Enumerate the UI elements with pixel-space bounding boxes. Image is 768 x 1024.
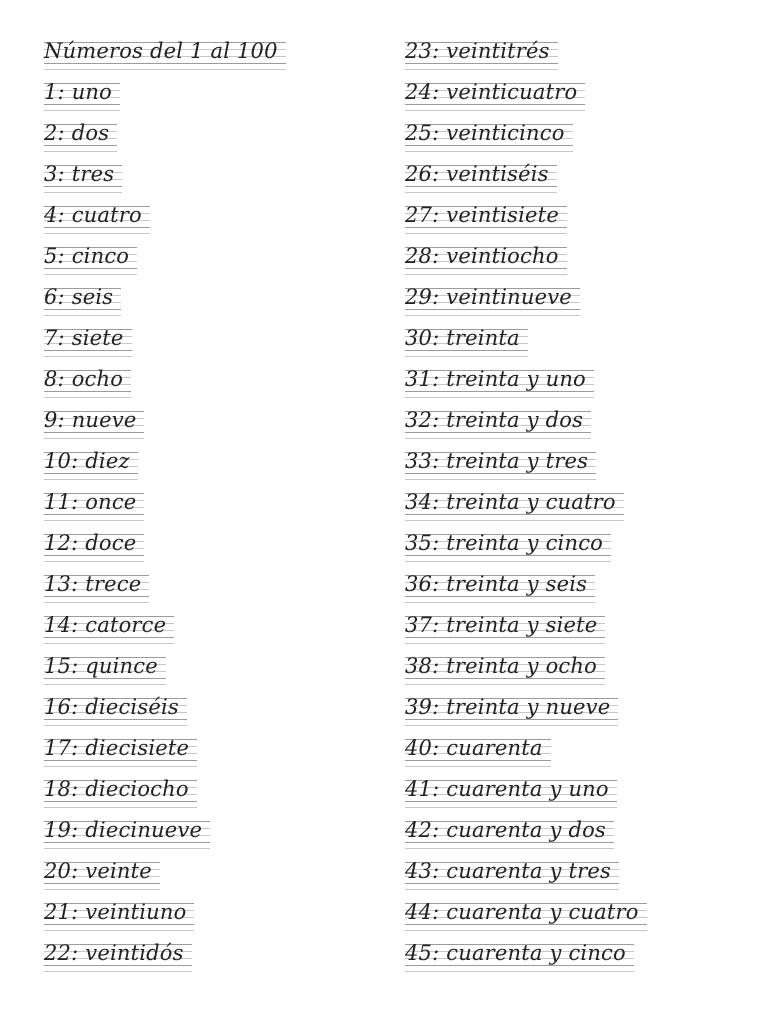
- right-line: [405, 77, 583, 118]
- left-line: [44, 200, 148, 241]
- right-line: [405, 938, 632, 979]
- number-word: 38: treinta y ocho: [405, 654, 597, 678]
- right-line: [405, 610, 603, 651]
- right-line: [405, 36, 556, 77]
- number-word: 16: dieciséis: [44, 695, 179, 719]
- number-word: 19: diecinueve: [44, 818, 203, 842]
- number-word: 32: treinta y dos: [405, 408, 584, 432]
- right-line: [405, 815, 612, 856]
- right-line: [405, 446, 594, 487]
- number-word: 44: cuarenta y cuatro: [405, 900, 639, 924]
- number-word: 30: treinta: [405, 326, 520, 350]
- number-word: 26: veintiséis: [405, 162, 549, 186]
- right-line: [405, 528, 609, 569]
- right-line: [405, 651, 603, 692]
- left-line: [44, 897, 192, 938]
- left-line: [44, 651, 164, 692]
- right-line: [405, 897, 645, 938]
- right-line: [405, 364, 592, 405]
- right-line: [405, 159, 555, 200]
- number-word: 2: dos: [44, 121, 110, 145]
- number-word: 11: once: [44, 490, 137, 514]
- number-word: 45: cuarenta y cinco: [405, 941, 626, 965]
- number-word: 24: veinticuatro: [405, 80, 578, 104]
- number-word: 33: treinta y tres: [405, 449, 589, 473]
- right-line: [405, 282, 578, 323]
- right-line: [405, 692, 616, 733]
- number-word: 34: treinta y cuatro: [405, 490, 616, 514]
- number-word: 21: veintiuno: [44, 900, 187, 924]
- left-line: [44, 487, 142, 528]
- number-word: 22: veintidós: [44, 941, 184, 965]
- left-line: [44, 733, 195, 774]
- number-word: 4: cuatro: [44, 203, 142, 227]
- left-line: [44, 364, 129, 405]
- number-word: 28: veintiocho: [405, 244, 559, 268]
- number-word: 29: veintinueve: [405, 285, 572, 309]
- number-word: 10: diez: [44, 449, 130, 473]
- left-line: [44, 282, 119, 323]
- page-title: Números del 1 al 100: [44, 39, 278, 63]
- right-line: [405, 774, 615, 815]
- right-line: [405, 200, 565, 241]
- left-line: [44, 77, 118, 118]
- number-word: 20: veinte: [44, 859, 152, 883]
- left-line: [44, 528, 142, 569]
- right-line: [405, 487, 622, 528]
- number-word: 41: cuarenta y uno: [405, 777, 609, 801]
- right-line: [405, 323, 526, 364]
- number-word: 42: cuarenta y dos: [405, 818, 606, 842]
- right-line: [405, 569, 593, 610]
- right-line: [405, 733, 549, 774]
- number-word: 40: cuarenta: [405, 736, 543, 760]
- number-word: 35: treinta y cinco: [405, 531, 603, 555]
- number-word: 14: catorce: [44, 613, 167, 637]
- right-line: [405, 405, 589, 446]
- number-word: 27: veintisiete: [405, 203, 559, 227]
- number-word: 43: cuarenta y tres: [405, 859, 611, 883]
- left-column: [44, 36, 284, 979]
- page-title-line: [44, 36, 284, 77]
- left-line: [44, 569, 147, 610]
- number-word: 25: veinticinco: [405, 121, 565, 145]
- number-word: 37: treinta y siete: [405, 613, 598, 637]
- left-line: [44, 815, 208, 856]
- left-line: [44, 118, 115, 159]
- number-word: 1: uno: [44, 80, 113, 104]
- left-line: [44, 856, 158, 897]
- left-line: [44, 159, 120, 200]
- number-word: 17: diecisiete: [44, 736, 190, 760]
- number-word: 39: treinta y nueve: [405, 695, 611, 719]
- right-line: [405, 856, 617, 897]
- left-line: [44, 241, 135, 282]
- number-word: 5: cinco: [44, 244, 130, 268]
- number-word: 23: veintitrés: [405, 39, 550, 63]
- left-line: [44, 446, 136, 487]
- number-word: 13: trece: [44, 572, 142, 596]
- number-word: 31: treinta y uno: [405, 367, 586, 391]
- left-line: [44, 405, 142, 446]
- right-line: [405, 241, 565, 282]
- left-line: [44, 610, 172, 651]
- left-line: [44, 938, 190, 979]
- left-line: [44, 774, 195, 815]
- number-word: 7: siete: [44, 326, 124, 350]
- left-line: [44, 692, 185, 733]
- number-word: 36: treinta y seis: [405, 572, 588, 596]
- number-word: 3: tres: [44, 162, 115, 186]
- number-word: 9: nueve: [44, 408, 137, 432]
- number-word: 18: dieciocho: [44, 777, 189, 801]
- number-word: 6: seis: [44, 285, 114, 309]
- right-column: [405, 36, 645, 979]
- left-line: [44, 323, 130, 364]
- number-word: 12: doce: [44, 531, 137, 555]
- right-line: [405, 118, 571, 159]
- number-word: 15: quince: [44, 654, 158, 678]
- number-word: 8: ocho: [44, 367, 124, 391]
